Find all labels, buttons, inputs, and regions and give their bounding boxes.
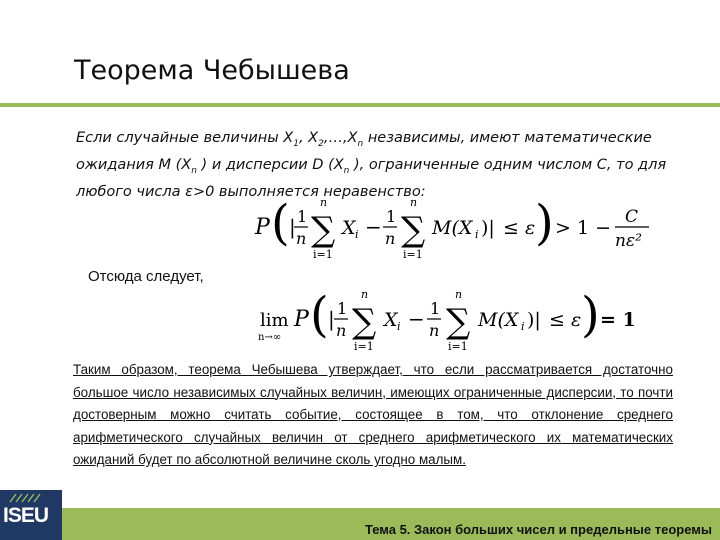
f2-lparen: ( [310,287,329,343]
f2-P: P [294,307,309,332]
intro-sub-3: n [357,138,364,149]
f2-le-eps: ≤ ε [549,309,582,331]
f1-sum-bottom-2: i=1 [403,248,423,261]
intro-sub-4: n [191,165,197,176]
logo-emblem-icon [8,493,48,503]
f1-sigma-2: ∑ [401,210,426,250]
f1-sum-bottom-1: i=1 [313,248,333,261]
f1-bar: | [289,215,296,239]
f2-sigma-1: ∑ [352,302,377,342]
f2-n2: n [429,321,440,340]
page-title: Теорема Чебышева [74,55,350,86]
f1-C: C [625,207,639,227]
f1-sum-top-1: n [320,196,328,209]
f2-one1: 1 [337,299,348,318]
f1-lparen: ( [271,195,290,251]
f2-MX-close: )| [527,309,541,331]
f2-X-sub: i [397,320,401,333]
f1-X: X [342,217,356,239]
f2-sum-bottom-1: i=1 [354,340,374,353]
f1-gt: > 1 − [555,217,612,239]
intro-sub-2: 2 [318,138,324,149]
f2-sum-top-2: n [455,288,463,301]
f2-minus: − [408,307,425,331]
f2-eq: = 1 [600,309,636,331]
f1-sigma-1: ∑ [311,210,336,250]
footer-topic: Тема 5. Закон больших чисел и предельные теоремы [364,522,712,537]
intro-text-2: , X [298,130,319,146]
logo-text: ISEU [3,504,49,527]
f2-sigma-2: ∑ [446,302,471,342]
f1-n2: n [385,229,396,248]
f2-MX: M(X [478,309,519,331]
f1-rparen: ) [535,195,554,251]
f1-n1: n [296,229,307,248]
f2-lim: lim [260,310,289,331]
conclusion-paragraph: Таким образом, теорема Чебышева утверждает, что если рассматривается достаточно большое число независимых случайных величин, имеющих ограниченные дисперсии, то почти достоверным можно считать событие, состоящее в том, что отклонение среднего арифметического случайных величин от среднего арифметического их математических ожиданий будет по абсолютной величине сколь угодно малым. [73,362,673,467]
intro-text-5: ) и дисперсии D (X [196,156,344,173]
intro-text-1: Если случайные величины X [76,130,294,146]
intro-text-4: независимы, имеют математические ожидания М (X [76,130,652,173]
f2-sum-bottom-2: i=1 [448,340,468,353]
f1-minus: − [365,215,382,239]
therefore-label: Отсюда следует, [88,268,204,285]
f2-sum-top-1: n [361,288,369,301]
f1-one1: 1 [297,207,308,226]
title-divider [0,103,720,107]
f2-rparen: ) [581,287,600,343]
f1-P: P [255,215,270,240]
f1-sum-top-2: n [410,196,418,209]
f2-X: X [384,309,398,331]
limit-formula [258,286,638,356]
f2-bar: | [328,307,335,331]
f1-one2: 1 [386,207,397,226]
f2-one2: 1 [430,299,441,318]
f1-neps: nε² [615,231,642,251]
chebyshev-inequality-formula [253,192,673,262]
f2-MX-sub: i [521,320,525,333]
f1-X-sub: i [355,228,359,241]
f2-lim-sub: n→∞ [258,332,282,343]
f1-MX-close: )| [481,217,495,239]
f2-n1: n [336,321,347,340]
intro-sub-5: n [343,165,350,176]
f1-MX-sub: i [475,228,479,241]
intro-text-6: ), ограниченные одним числом С, то для любого числа ε>0 выполняется неравенство: [76,156,667,200]
f1-MX: M(X [432,217,473,239]
intro-sub-1: 1 [293,138,299,149]
f1-le-eps: ≤ ε [503,217,536,239]
intro-text-3: ,…,X [323,130,358,146]
